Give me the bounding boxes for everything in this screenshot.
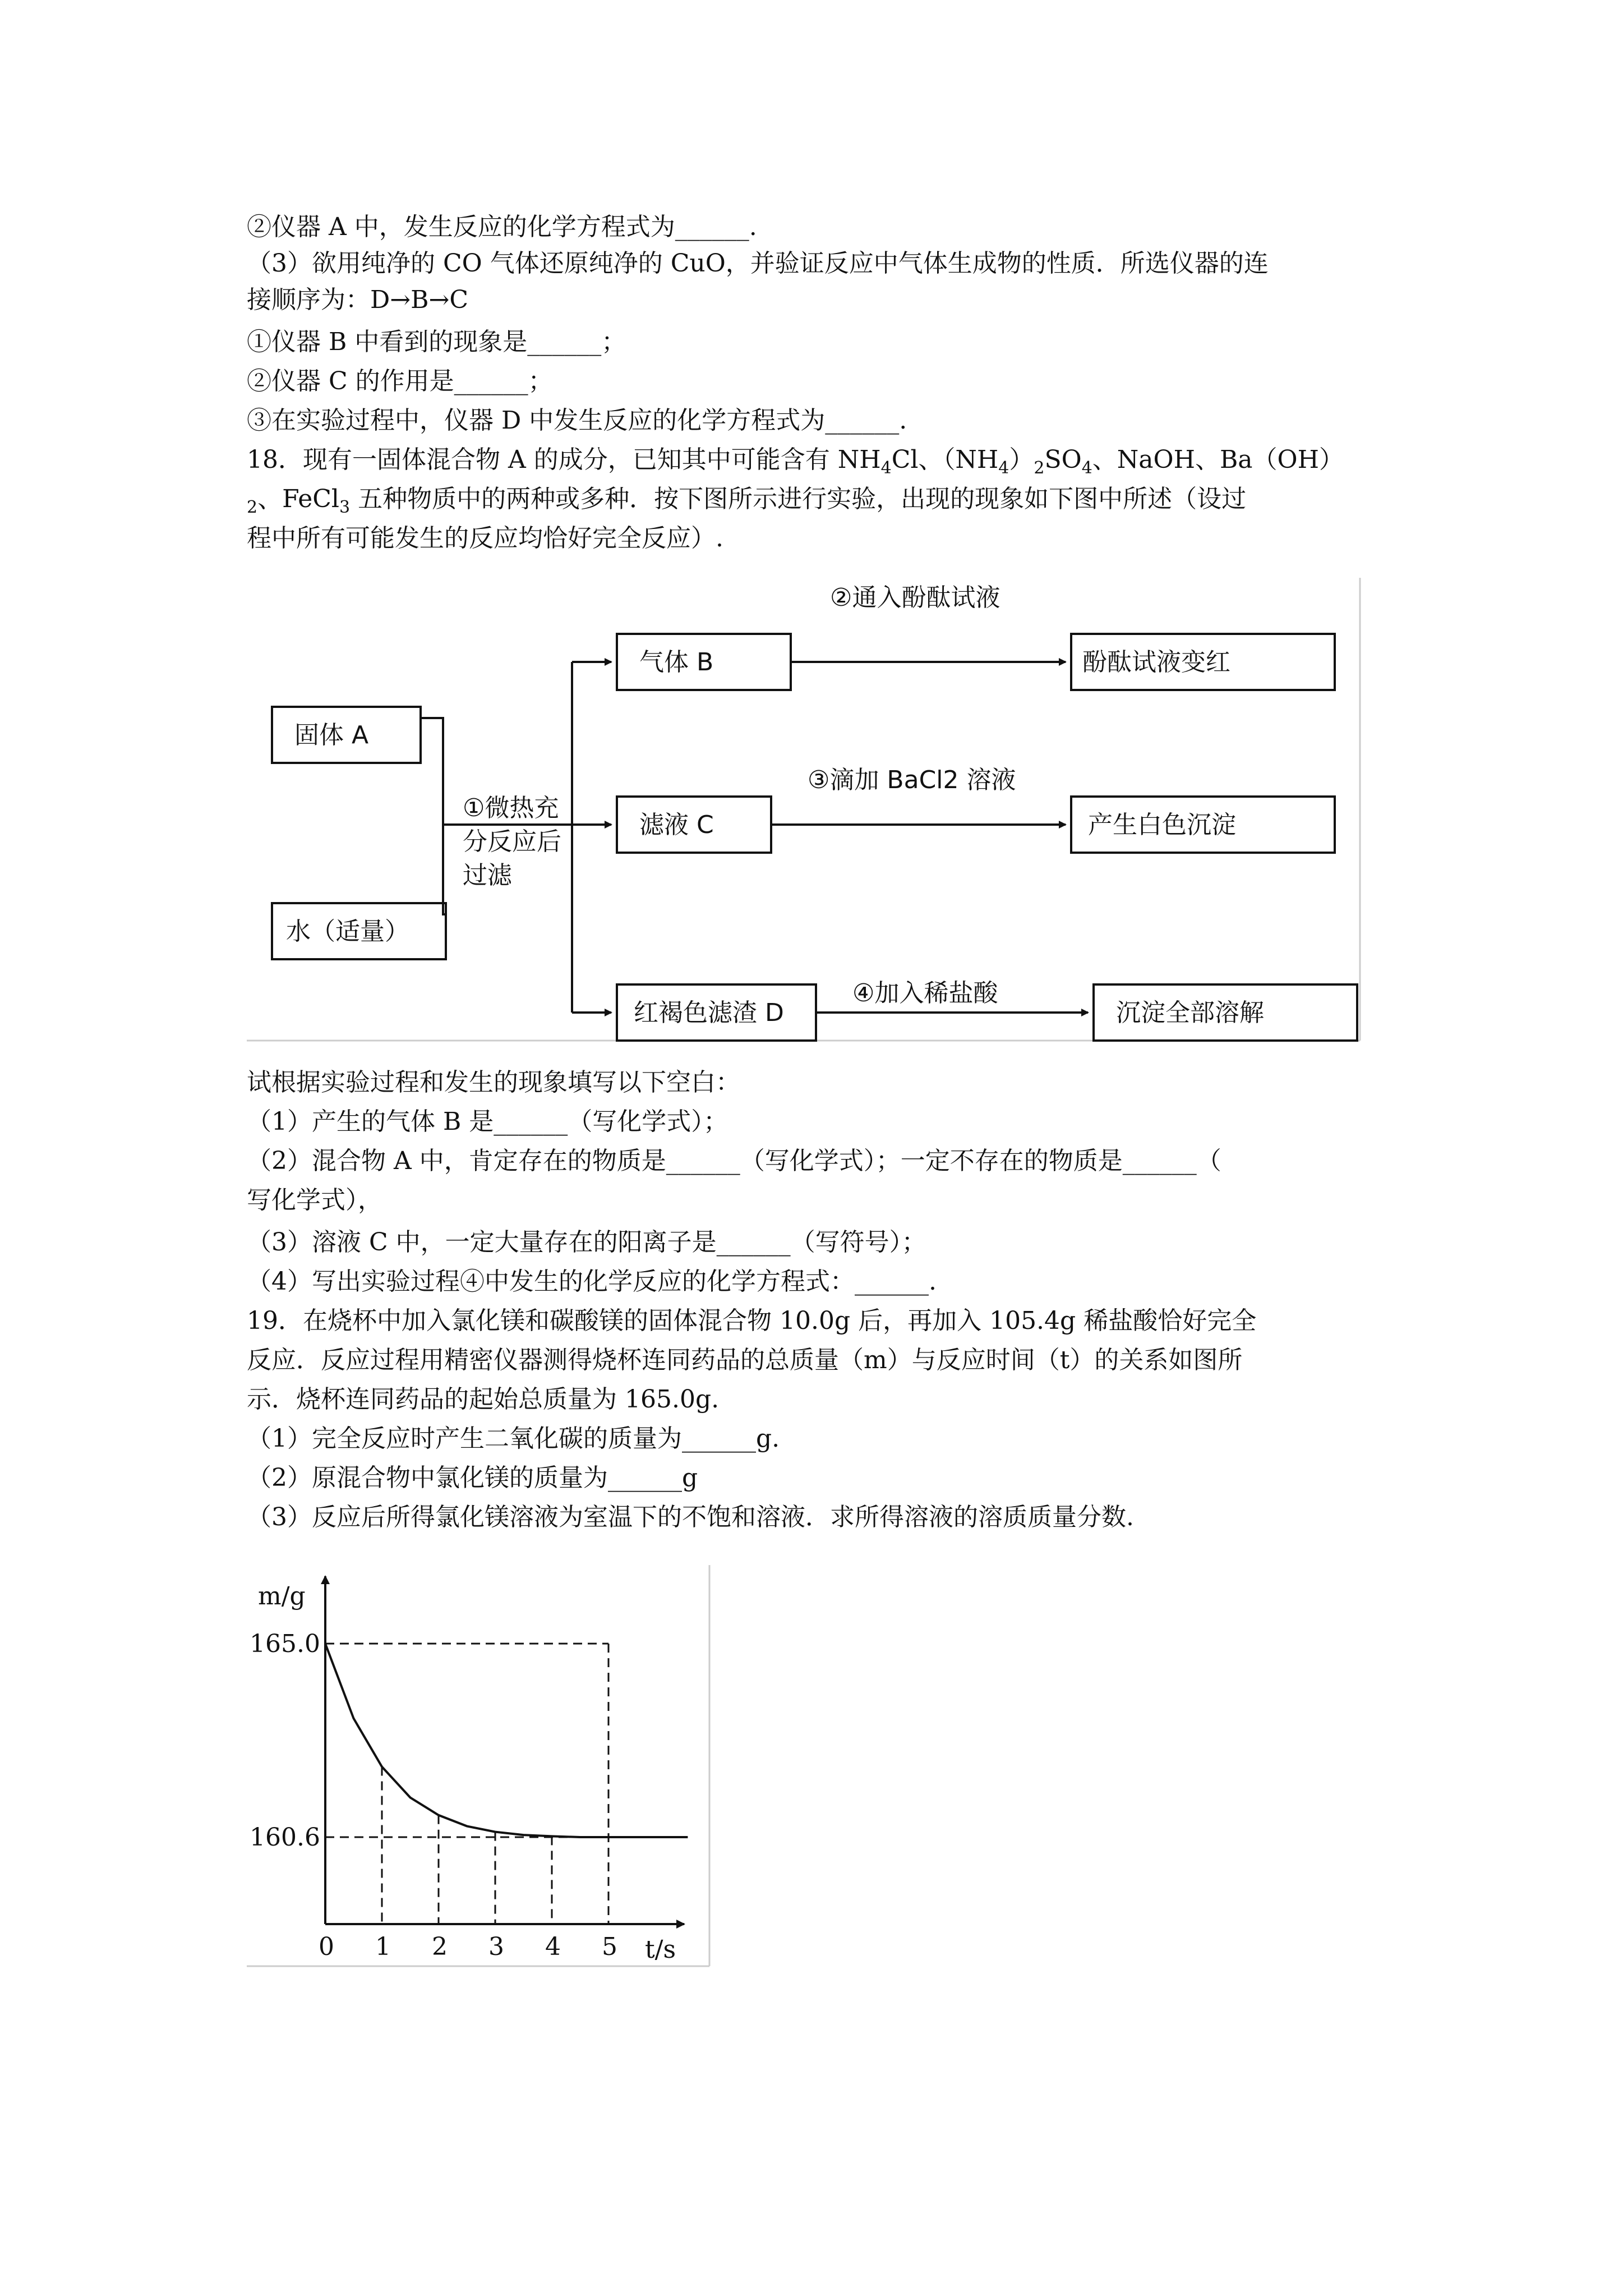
label-step4: ④加入稀盐酸 [852, 979, 998, 1007]
text-line-9: （2）混合物 A 中，肯定存在的物质是______（写化学式）；一定不存在的物质是______（ [247, 1147, 1221, 1175]
subscript: 2 [1034, 458, 1045, 478]
label-result-3: 产生白色沉淀 [1088, 811, 1236, 839]
text-line-5: ②仪器 C 的作用是______； [247, 367, 553, 395]
label-gas-b: 气体 B [639, 648, 714, 677]
x-tick-label: 4 [545, 1932, 561, 1961]
y-axis-label: m/g [258, 1582, 306, 1611]
text-line-2: （3）欲用纯净的 CO 气体还原纯净的 CuO，并验证反应中气体生成物的性质．所选仪器的连 [247, 249, 1269, 278]
x-axis-label: t/s [645, 1935, 676, 1964]
label-step3: ③滴加 BaCl2 溶液 [808, 766, 1016, 794]
guide-lines [325, 1644, 608, 1924]
text-line-17: （2）原混合物中氯化镁的质量为______g [247, 1464, 698, 1492]
text-line-13: 19．在烧杯中加入氯化镁和碳酸镁的固体混合物 10.0g 后，再加入 105.4g 稀盐酸恰好完全 [247, 1306, 1257, 1335]
text-line-8: （1）产生的气体 B 是______（写化学式）； [247, 1107, 728, 1136]
x-tick-label: 1 [375, 1932, 391, 1961]
tick-labels [250, 1630, 617, 1961]
text-line-10: 写化学式）， [247, 1186, 382, 1214]
label-step1-line3: 过滤 [463, 861, 512, 890]
q18-text: 18．现有一固体混合物 A 的成分，已知其中可能含有 NH [247, 445, 881, 474]
x-tick-label: 5 [602, 1932, 617, 1961]
text-line-3: 接顺序为：D→B→C [247, 286, 469, 314]
text-line-16: （1）完全反应时产生二氧化碳的质量为______g. [247, 1424, 780, 1453]
y-tick-label: 160.6 [250, 1823, 320, 1852]
text-line-14: 反应．反应过程用精密仪器测得烧杯连同药品的总质量（m）与反应时间（t）的关系如图所 [247, 1346, 1243, 1374]
label-step2: ②通入酚酞试液 [830, 583, 1000, 612]
x-tick-label: 2 [432, 1932, 448, 1961]
text-line-11: （3）溶液 C 中，一定大量存在的阳离子是______（写符号）； [247, 1228, 926, 1257]
subscript: 3 [339, 498, 351, 517]
y-tick-label: 165.0 [250, 1630, 320, 1658]
q18-text: Cl、（NH [891, 445, 999, 474]
subscript: 4 [880, 458, 892, 478]
question-18-line-2 [247, 482, 1246, 524]
mass-curve [325, 1644, 688, 1837]
text-line-12: （4）写出实验过程④中发生的化学反应的化学方程式：______. [247, 1267, 937, 1296]
text-line-15: 示．烧杯连同药品的起始总质量为 165.0g. [247, 1385, 720, 1414]
subscript: 4 [1081, 458, 1092, 478]
label-filtrate-c: 滤液 C [639, 811, 714, 839]
text-line-4: ①仪器 B 中看到的现象是______； [247, 328, 626, 356]
subscript: 4 [998, 458, 1009, 478]
experiment-flow-diagram [247, 578, 1368, 1043]
q18-text: 五种物质中的两种或多种．按下图所示进行实验，出现的现象如下图中所述（设过 [350, 485, 1247, 513]
label-water: 水（适量） [286, 917, 409, 946]
question-18-line-3: 程中所有可能发生的反应均恰好完全反应）. [247, 524, 723, 553]
q18-text: 、NaOH、Ba（OH） [1092, 445, 1344, 474]
text-line-18: （3）反应后所得氯化镁溶液为室温下的不饱和溶液．求所得溶液的溶质质量分数. [247, 1503, 1134, 1531]
question-18-line-1 [247, 443, 1344, 485]
label-step1-line1: ①微热充 [463, 794, 559, 822]
label-result-2: 酚酞试液变红 [1082, 648, 1230, 677]
label-result-4: 沉淀全部溶解 [1116, 999, 1264, 1027]
q18-text: SO [1044, 445, 1082, 474]
subscript: 2 [247, 498, 258, 517]
text-line-7: 试根据实验过程和发生的现象填写以下空白： [247, 1068, 740, 1097]
q18-text: ） [1009, 445, 1034, 474]
label-residue-d: 红褐色滤渣 D [634, 999, 784, 1027]
mass-time-chart [247, 1565, 718, 1969]
text-line-1: ②仪器 A 中，发生反应的化学方程式为______. [247, 213, 757, 241]
x-tick-label: 0 [319, 1932, 334, 1961]
text-line-6: ③在实验过程中，仪器 D 中发生反应的化学方程式为______. [247, 406, 907, 435]
q18-text: 、FeCl [257, 485, 339, 513]
label-step1-line2: 分反应后 [463, 827, 561, 856]
x-tick-label: 3 [488, 1932, 504, 1961]
label-solid-a: 固体 A [294, 721, 369, 749]
